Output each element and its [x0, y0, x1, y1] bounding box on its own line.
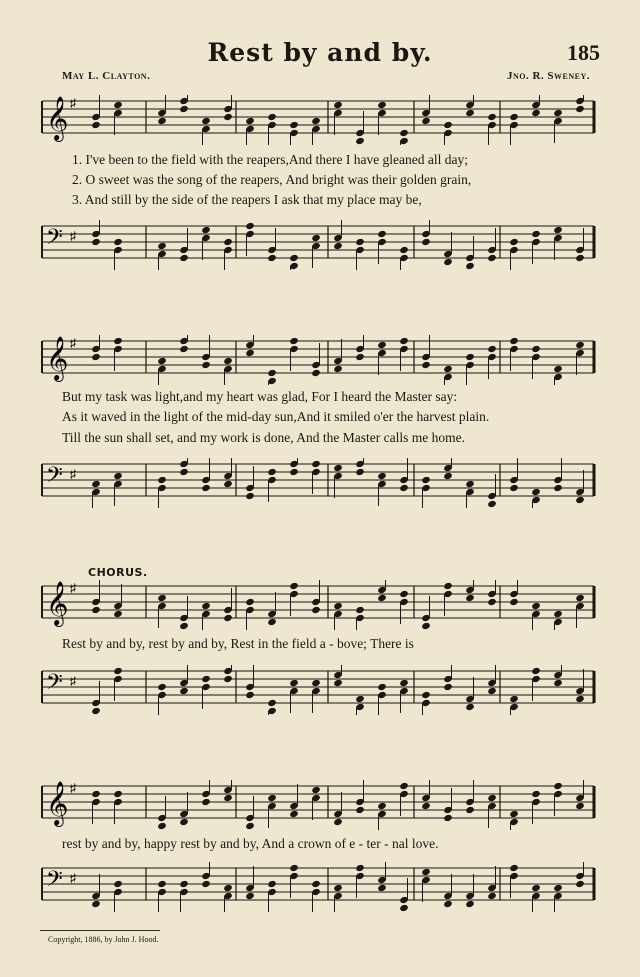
note-head [531, 667, 541, 675]
note-head [157, 476, 167, 484]
note-head [443, 472, 453, 480]
note-head [113, 101, 123, 109]
note-head [113, 667, 123, 675]
note-head [355, 238, 365, 246]
note-head [245, 349, 255, 357]
note-head [333, 679, 343, 687]
note-head [509, 598, 519, 606]
key-signature-sharp-icon: ♯ [70, 336, 76, 350]
note-head [157, 880, 167, 888]
note-head [91, 121, 101, 129]
note-head [531, 345, 541, 353]
note-head [333, 602, 343, 610]
note-head [355, 137, 365, 145]
note-head [333, 365, 343, 373]
note-head [575, 496, 585, 504]
note-head [333, 464, 343, 472]
note-head [377, 472, 387, 480]
note-head [267, 618, 277, 626]
note-head [377, 884, 387, 892]
note-head [487, 113, 497, 121]
note-head [399, 129, 409, 137]
note-head [553, 484, 563, 492]
system-1-bass-staff [38, 220, 598, 270]
note-head [91, 353, 101, 361]
note-head [531, 884, 541, 892]
bass-clef-icon: 𝄢 [46, 670, 63, 700]
note-head [91, 480, 101, 488]
note-head [509, 810, 519, 818]
system-2-bass-staff [38, 458, 598, 508]
key-signature-sharp-icon: ♯ [70, 781, 76, 795]
system-4-bass-staff [38, 862, 598, 912]
note-head [575, 254, 585, 262]
note-head [179, 254, 189, 262]
note-head [223, 357, 233, 365]
note-head [223, 480, 233, 488]
note-head [311, 234, 321, 242]
note-head [421, 802, 431, 810]
note-head [421, 476, 431, 484]
lyricist-credit: May L. Clayton. [62, 70, 151, 82]
note-head [465, 900, 475, 908]
copyright-notice: Copyright, 1886, by John J. Hood. [48, 935, 159, 944]
note-head [377, 230, 387, 238]
note-head [465, 703, 475, 711]
note-head [421, 238, 431, 246]
note-head [553, 226, 563, 234]
bass-clef-icon: 𝄢 [46, 867, 63, 897]
note-head [355, 468, 365, 476]
note-head [487, 500, 497, 508]
note-head [465, 262, 475, 270]
note-head [487, 892, 497, 900]
note-head [223, 614, 233, 622]
note-head [267, 699, 277, 707]
staff-lines [38, 220, 598, 270]
note-head [311, 679, 321, 687]
note-head [289, 121, 299, 129]
note-head [465, 109, 475, 117]
note-head [157, 683, 167, 691]
note-head [113, 337, 123, 345]
note-head [179, 345, 189, 353]
note-head [311, 117, 321, 125]
note-head [333, 884, 343, 892]
note-head [399, 337, 409, 345]
staff-lines [38, 665, 598, 715]
key-signature-sharp-icon: ♯ [70, 581, 76, 595]
note-head [531, 602, 541, 610]
note-head [465, 594, 475, 602]
note-head [421, 868, 431, 876]
note-head [509, 337, 519, 345]
note-head [355, 353, 365, 361]
note-head [399, 679, 409, 687]
note-head [289, 810, 299, 818]
note-head [377, 594, 387, 602]
key-signature-sharp-icon: ♯ [70, 467, 76, 481]
note-head [311, 880, 321, 888]
note-head [443, 365, 453, 373]
note-head [509, 695, 519, 703]
note-head [443, 582, 453, 590]
note-head [509, 484, 519, 492]
note-head [289, 337, 299, 345]
note-head [355, 695, 365, 703]
key-signature-sharp-icon: ♯ [70, 229, 76, 243]
note-head [201, 484, 211, 492]
note-head [443, 121, 453, 129]
note-head [487, 254, 497, 262]
system-3-bass-staff [38, 665, 598, 715]
note-head [289, 254, 299, 262]
system-3-treble-staff [38, 580, 598, 630]
note-head [245, 892, 255, 900]
note-head [201, 798, 211, 806]
note-head [113, 472, 123, 480]
note-head [377, 101, 387, 109]
note-head [201, 226, 211, 234]
note-head [245, 822, 255, 830]
note-head [201, 880, 211, 888]
note-head [509, 113, 519, 121]
note-head [245, 691, 255, 699]
bass-clef-icon: 𝄢 [46, 225, 63, 255]
staff-lines [38, 95, 598, 145]
note-head [487, 687, 497, 695]
key-signature-sharp-icon: ♯ [70, 871, 76, 885]
note-head [91, 606, 101, 614]
note-head [267, 880, 277, 888]
note-head [377, 683, 387, 691]
note-head [311, 369, 321, 377]
note-head [179, 622, 189, 630]
note-head [201, 675, 211, 683]
note-head [223, 675, 233, 683]
note-head [465, 353, 475, 361]
note-head [355, 806, 365, 814]
note-head [267, 254, 277, 262]
note-head [201, 361, 211, 369]
note-head [157, 822, 167, 830]
note-head [245, 492, 255, 500]
note-head [487, 345, 497, 353]
note-head [553, 884, 563, 892]
note-head [267, 468, 277, 476]
note-head [113, 880, 123, 888]
note-head [487, 794, 497, 802]
page-number: 185 [567, 40, 600, 65]
note-head [421, 361, 431, 369]
note-head [289, 679, 299, 687]
note-head [531, 230, 541, 238]
staff-lines [38, 335, 598, 385]
note-head [509, 238, 519, 246]
note-head [509, 864, 519, 872]
note-head [399, 782, 409, 790]
note-head [377, 341, 387, 349]
note-head [399, 590, 409, 598]
note-head [465, 806, 475, 814]
note-head [201, 117, 211, 125]
treble-clef-icon: 𝄞 [46, 781, 69, 825]
note-head [575, 880, 585, 888]
staff-lines [38, 780, 598, 830]
note-head [333, 101, 343, 109]
note-head [311, 786, 321, 794]
footer-rule [40, 930, 160, 931]
note-head [333, 242, 343, 250]
treble-clef-icon: 𝄞 [46, 336, 69, 380]
note-head [377, 802, 387, 810]
note-head [223, 884, 233, 892]
note-head [289, 582, 299, 590]
note-head [575, 341, 585, 349]
note-head [311, 606, 321, 614]
note-head [575, 802, 585, 810]
note-head [113, 790, 123, 798]
note-head [553, 782, 563, 790]
note-head [245, 598, 255, 606]
note-head [223, 113, 233, 121]
bass-clef-icon: 𝄢 [46, 463, 63, 493]
note-head [399, 246, 409, 254]
note-head [355, 864, 365, 872]
note-head [91, 707, 101, 715]
note-head [157, 242, 167, 250]
system-2-treble-staff [38, 335, 598, 385]
note-head [421, 691, 431, 699]
note-head [245, 117, 255, 125]
note-head [443, 683, 453, 691]
key-signature-sharp-icon: ♯ [70, 96, 76, 110]
staff-lines [38, 580, 598, 630]
system-4-treble-staff [38, 780, 598, 830]
note-head [91, 238, 101, 246]
note-head [553, 679, 563, 687]
note-head [311, 460, 321, 468]
song-title: Rest by and by. [207, 38, 433, 67]
note-head [575, 695, 585, 703]
note-head [223, 238, 233, 246]
note-head [575, 105, 585, 113]
note-head [245, 222, 255, 230]
note-head [553, 109, 563, 117]
note-head [531, 790, 541, 798]
note-head [355, 606, 365, 614]
note-head [157, 357, 167, 365]
note-head [575, 594, 585, 602]
chorus-label: CHORUS. [88, 566, 148, 579]
composer-credit: Jno. R. Sweney. [506, 70, 590, 82]
note-head [179, 105, 189, 113]
note-head [443, 900, 453, 908]
note-head [157, 594, 167, 602]
note-head [399, 904, 409, 912]
note-head [333, 818, 343, 826]
system-1-treble-staff [38, 95, 598, 145]
note-head [91, 900, 101, 908]
key-signature-sharp-icon: ♯ [70, 674, 76, 688]
note-head [443, 258, 453, 266]
note-head [179, 687, 189, 695]
note-head [399, 484, 409, 492]
staff-lines [38, 458, 598, 508]
note-head [553, 365, 563, 373]
note-head [421, 622, 431, 630]
note-head [179, 880, 189, 888]
note-head [289, 864, 299, 872]
note-head [267, 369, 277, 377]
note-head [201, 602, 211, 610]
note-head [157, 117, 167, 125]
note-head [179, 818, 189, 826]
staff-lines [38, 862, 598, 912]
note-head [487, 598, 497, 606]
note-head [465, 480, 475, 488]
note-head [91, 790, 101, 798]
note-head [289, 468, 299, 476]
note-head [113, 610, 123, 618]
note-head [421, 117, 431, 125]
note-head [553, 610, 563, 618]
note-head [179, 468, 189, 476]
note-head [267, 794, 277, 802]
note-head [223, 794, 233, 802]
treble-clef-icon: 𝄞 [46, 96, 69, 140]
note-head [113, 238, 123, 246]
note-head [531, 109, 541, 117]
treble-clef-icon: 𝄞 [46, 581, 69, 625]
note-head [531, 488, 541, 496]
note-head [443, 814, 453, 822]
note-head [267, 113, 277, 121]
